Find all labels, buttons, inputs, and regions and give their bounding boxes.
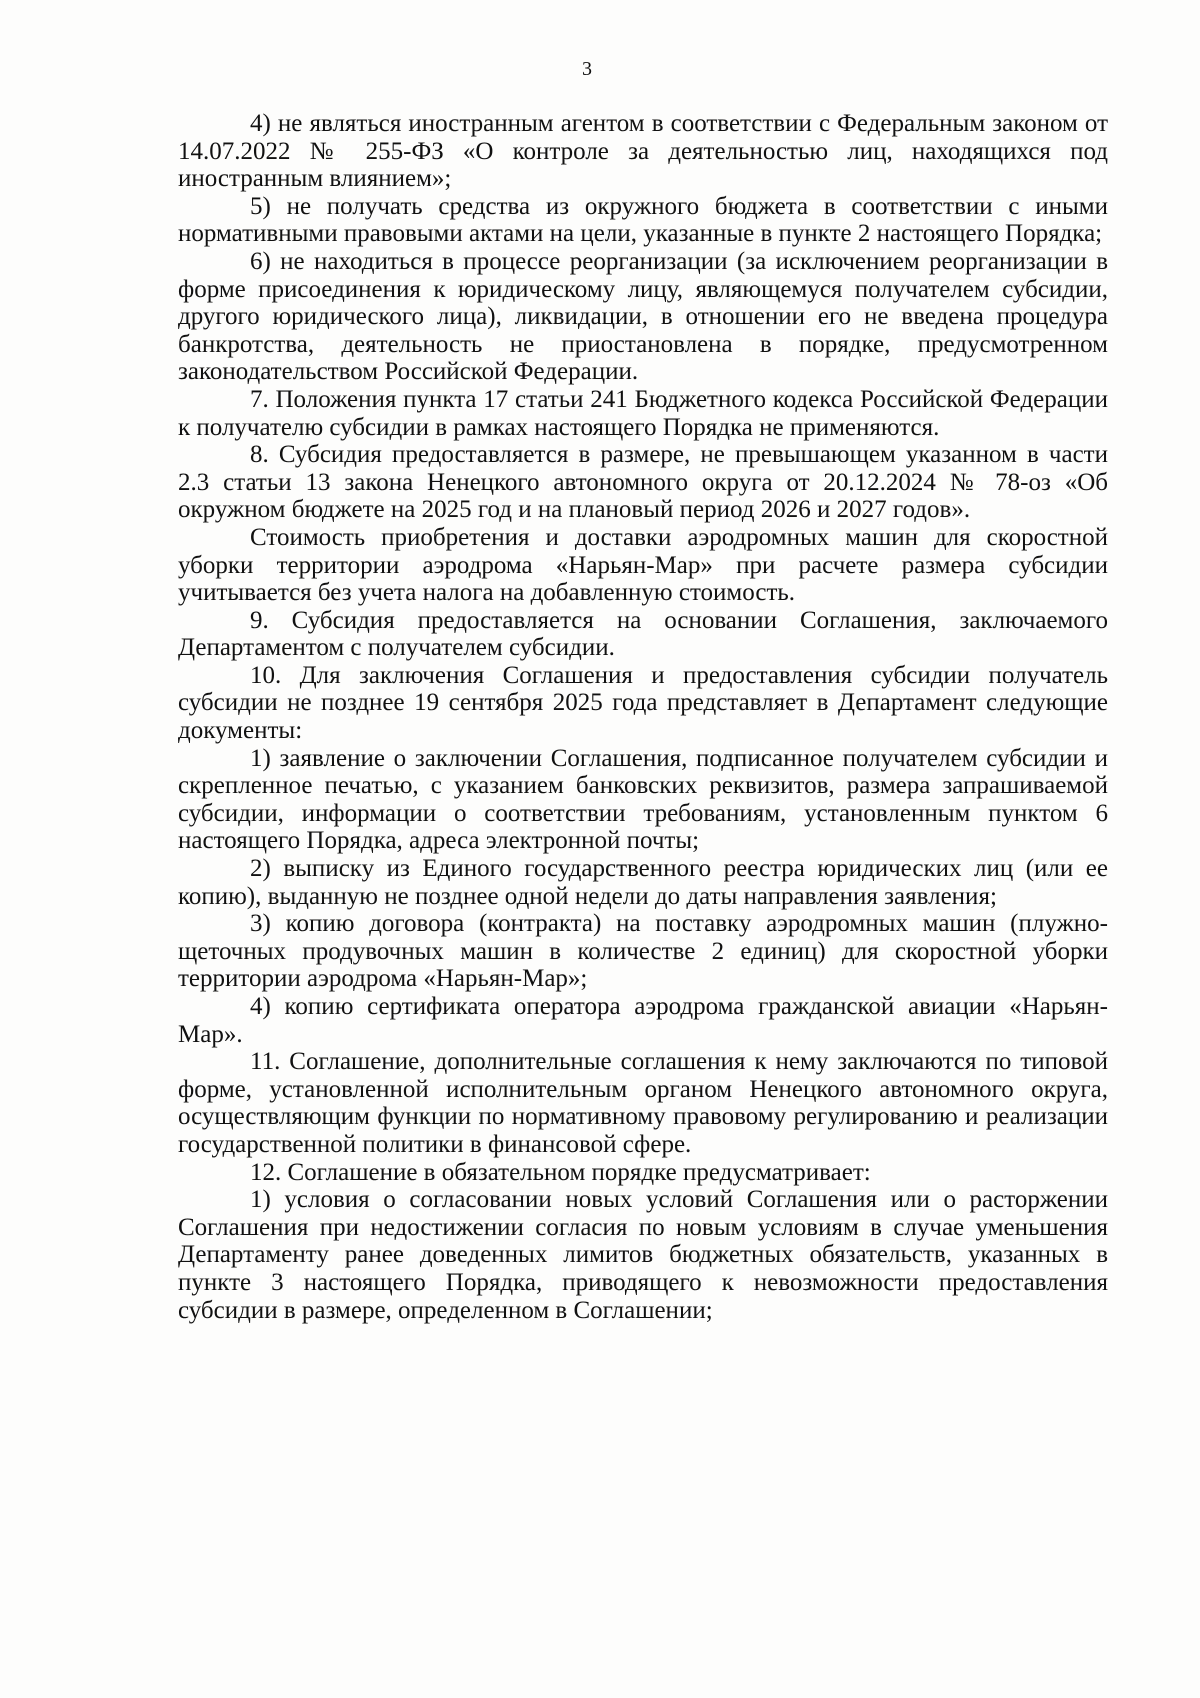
paragraph-cost-note: Стоимость приобретения и доставки аэродромных машин для скоростной уборки территории аэродрома «Нарьян-Мар» при расчете размера субсидии учитывается без учета налога на добавленную стоимость. [178, 523, 1108, 607]
paragraph-clause-11: 11. Соглашение, дополнительные соглашения к нему заключаются по типовой форме, установленной исполнительным органом Ненецкого автономного округа, осуществляющим функции по нормативному правовому регулированию и реализации государственной политики в финансовой сфере. [178, 1048, 1108, 1158]
paragraph-clause-12: 12. Соглашение в обязательном порядке предусматривает: [250, 1158, 871, 1186]
paragraph-clause-9: 9. Субсидия предоставляется на основании Соглашения, заключаемого Департаментом с получателем субсидии. [178, 606, 1108, 662]
paragraph-doc-2-registry-extract: 2) выписку из Единого государственного реестра юридических лиц (или ее копию), выданную не позднее одной недели до даты направления заявления; [178, 855, 1108, 910]
paragraph-clause-10: 10. Для заключения Соглашения и предоставления субсидии получатель субсидии не позднее 19 сентября 2025 года представляет в Департамент следующие документы: [178, 661, 1108, 745]
page-number: 3 [582, 58, 592, 80]
paragraph-doc-4-certificate-copy: 4) копию сертификата оператора аэродрома гражданской авиации «Нарьян-Мар». [178, 993, 1108, 1048]
paragraph-clause-7: 7. Положения пункта 17 статьи 241 Бюджетного кодекса Российской Федерации к получателю субсидии в рамках настоящего Порядка не применяются. [178, 385, 1108, 441]
paragraph-clause-8: 8. Субсидия предоставляется в размере, не превышающем указанном в части 2.3 статьи 13 закона Ненецкого автономного округа от 20.12.2024 № 78-оз «Об окружном бюджете на 2025 год и на плановый период 2026 и 2027 годов». [178, 441, 1108, 524]
paragraph-item-5-no-other-funds: 5) не получать средства из окружного бюджета в соответствии с иными нормативными правовыми актами на цели, указанные в пункте 2 настоящего Порядка; [178, 192, 1108, 248]
paragraph-doc-3-contract-copy: 3) копию договора (контракта) на поставку аэродромных машин (плужно-щеточных продувочных машин в количестве 2 единиц) для скоростной уборки территории аэродрома «Нарьян-Мар»; [178, 910, 1108, 993]
paragraph-item-4-foreign-agent: 4) не являться иностранным агентом в соответствии с Федеральным законом от 14.07.2022 № 255-ФЗ «О контроле за деятельностью лиц, находящихся под иностранным влиянием»; [178, 110, 1108, 193]
paragraph-item-6-no-reorganization: 6) не находиться в процессе реорганизации (за исключением реорганизации в форме присоединения к юридическому лицу, являющемуся получателем субсидии, другого юридического лица), ликвидации, в отношении его не введена процедура банкротства, деятельность не приостановлена в порядке, предусмотренном законодательством Российской Федерации. [178, 247, 1108, 386]
paragraph-doc-1-application: 1) заявление о заключении Соглашения, подписанное получателем субсидии и скрепленное печатью, с указанием банковских реквизитов, размера запрашиваемой субсидии, информации о соответствии требованиям, установленным пунктом 6 настоящего Порядка, адреса электронной почты; [178, 744, 1108, 855]
document-body [178, 110, 1108, 1324]
paragraph-clause-12-item-1: 1) условия о согласовании новых условий Соглашения или о расторжении Соглашения при недостижении согласия по новым условиям в случае уменьшения Департаменту ранее доведенных лимитов бюджетных обязательств, указанных в пункте 3 настоящего Порядка, приводящего к невозможности предоставления субсидии в размере, определенном в Соглашении; [178, 1186, 1108, 1324]
